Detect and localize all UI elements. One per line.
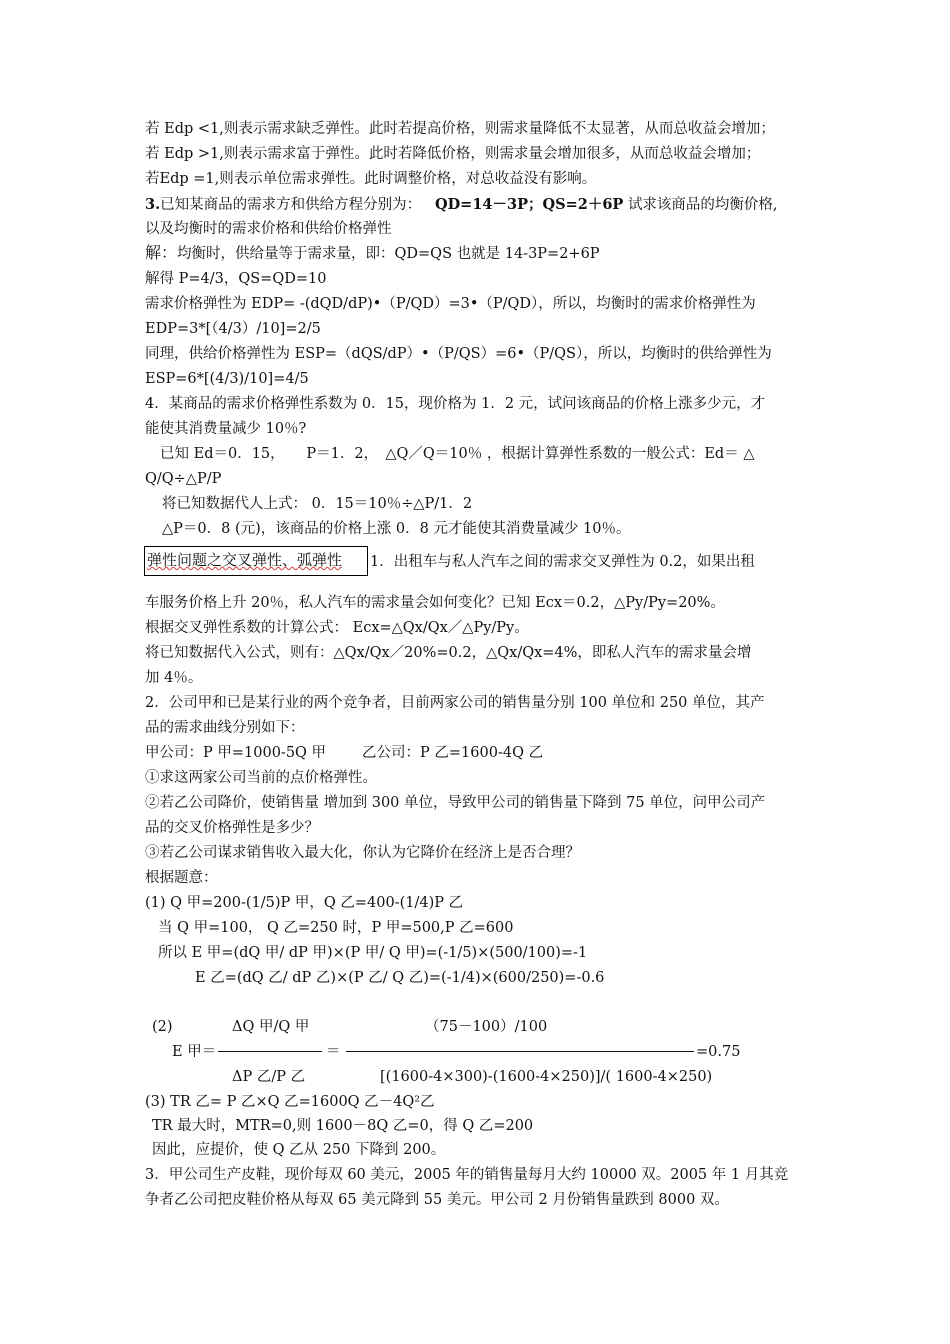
text-line: 加 4％。 <box>145 670 203 686</box>
question-3 <box>145 196 778 214</box>
text-line: 争者乙公司把皮鞋价格从每双 65 美元降到 55 美元。甲公司 2 月份销售量跌到 8000 双。 <box>145 1192 729 1208</box>
text-line: 品的需求曲线分别如下： <box>145 720 305 736</box>
solution-text: 均衡时，供给量等于需求量，即：QD=QS 也就是 14-3P=2+6P <box>177 246 600 262</box>
solution-line <box>145 244 600 262</box>
section-heading: 弹性问题之交叉弹性、弧弹性 <box>147 551 343 569</box>
question-number: 3. <box>145 196 161 213</box>
text-line: 同理，供给价格弹性为 ESP=（dQS/dP）•（P/QS）=6•（P/QS），所以，均衡时的供给弹性为 <box>145 346 772 362</box>
text-line: ③若乙公司谋求销售收入最大化，你认为它降价在经济上是否合理？ <box>145 845 580 861</box>
formula-numerator-left: ΔQ 甲/Q 甲 <box>232 1019 310 1035</box>
text-line: EDP=3*[（4/3）/10]=2/5 <box>145 321 321 337</box>
text-line: 若 Edp >1,则表示需求富于弹性。此时若降低价格，则需求量会增加很多，从而总收益会增加； <box>145 146 761 162</box>
formula-label: (2) <box>152 1019 173 1035</box>
text-line: TR 最大时，MTR=0,则 1600－8Q 乙=0，得 Q 乙=200 <box>152 1118 534 1134</box>
text-line: △P＝0．8 (元)，该商品的价格上涨 0．8 元才能使其消费量减少 10％。 <box>162 521 631 537</box>
text-line: 若 Edp <1,则表示需求缺乏弹性。此时若提高价格，则需求量降低不太显著，从而总收益会增加； <box>145 121 775 137</box>
demand-curves <box>145 744 543 762</box>
curve-a: 甲公司：P 甲=1000-5Q 甲 <box>145 745 327 761</box>
equations: QD=14－3P；QS=2＋6P <box>434 196 624 213</box>
formula-denominator-left: ΔP 乙/P 乙 <box>232 1069 306 1085</box>
text-line: 根据题意： <box>145 870 218 886</box>
text-line: 品的交叉价格弹性是多少？ <box>145 820 319 836</box>
text-line: Q/Q÷△P/P <box>145 471 222 487</box>
formula-denominator-right: [(1600-4×300)-(1600-4×250)]/( 1600-4×250) <box>380 1069 713 1085</box>
text-line: 若Edp =1,则表示单位需求弹性。此时调整价格，对总收益没有影响。 <box>145 171 597 187</box>
text-line: (3) TR 乙= P 乙×Q 乙=1600Q 乙－4Q²乙 <box>145 1094 435 1110</box>
text-line: E 乙=(dQ 乙/ dP 乙)×(P 乙/ Q 乙)=(-1/4)×(600/250)=-0.6 <box>195 970 605 986</box>
formula-numerator-right: （75－100）/100 <box>425 1019 548 1035</box>
question-c2: 2．公司甲和已是某行业的两个竞争者，目前两家公司的销售量分别 100 单位和 250 单位，其产 <box>145 695 765 711</box>
text-line: 车服务价格上升 20％，私人汽车的需求量会如何变化？已知 Ecx＝0.2，△Py/Py=20%。 <box>145 595 725 611</box>
text-line: 解得 P=4/3，QS=QD=10 <box>145 271 327 287</box>
formula-equals: ＝ <box>326 1044 341 1060</box>
question-3b: 3．甲公司生产皮鞋，现价每双 60 美元，2005 年的销售量每月大约 10000 双。2005 年 1 月其竞 <box>145 1167 789 1183</box>
text-line: 将已知数据代入公式，则有：△Qx/Qx／20%=0.2，△Qx/Qx=4%，即私人汽车的需求量会增 <box>145 645 752 661</box>
formula-result: =0.75 <box>696 1044 741 1060</box>
question-text-tail: 试求该商品的均衡价格, <box>627 197 778 213</box>
text-line: 因此，应提价，使 Q 乙从 250 下降到 200。 <box>152 1142 446 1158</box>
fraction-bar <box>346 1051 694 1052</box>
fraction-bar <box>218 1051 322 1052</box>
text-line: 能使其消费量减少 10％? <box>145 421 307 437</box>
text-line: 以及均衡时的需求价格和供给价格弹性 <box>145 221 392 237</box>
text-line: 已知 Ed＝0．15， P＝1．2， △Q／Q＝10％ ，根据计算弹性系数的一般公式：Ed＝ △ <box>160 446 755 462</box>
text-line: 将已知数据代人上式： 0．15＝10％÷△P/1．2 <box>162 496 473 512</box>
text-line: 所以 E 甲=(dQ 甲/ dP 甲)×(P 甲/ Q 甲)=(-1/5)×(500/100)=-1 <box>158 945 588 961</box>
text-line: ESP=6*[(4/3)/10]=4/5 <box>145 371 309 387</box>
text-line: 需求价格弹性为 EDP= -(dQD/dP)•（P/QD）=3•（P/QD），所以，均衡时的需求价格弹性为 <box>145 296 756 312</box>
formula-lhs: E 甲＝ <box>172 1044 217 1060</box>
section-heading-box <box>144 546 368 576</box>
text-line: ①求这两家公司当前的点价格弹性。 <box>145 770 377 786</box>
question-text: 已知某商品的需求方和供给方程分别为： <box>160 197 422 213</box>
curve-b: 乙公司：P 乙=1600-4Q 乙 <box>362 745 544 761</box>
text-line: 当 Q 甲=100， Q 乙=250 时，P 甲=500,P 乙=600 <box>158 920 514 936</box>
text-line: 根据交叉弹性系数的计算公式： Ecx=△Qx/Qx／△Py/Py。 <box>145 620 529 636</box>
question-4: 4．某商品的需求价格弹性系数为 0．15，现价格为 1．2 元，试问该商品的价格上涨多少元，才 <box>145 396 766 412</box>
text-line: (1) Q 甲=200-(1/5)P 甲，Q 乙=400-(1/4)P 乙 <box>145 895 464 911</box>
text-line: 1．出租车与私人汽车之间的需求交叉弹性为 0.2，如果出租 <box>370 554 755 570</box>
text-line: ②若乙公司降价，使销售量 增加到 300 单位，导致甲公司的销售量下降到 75 单位，问甲公司产 <box>145 795 766 811</box>
solution-label: 解： <box>145 243 178 262</box>
